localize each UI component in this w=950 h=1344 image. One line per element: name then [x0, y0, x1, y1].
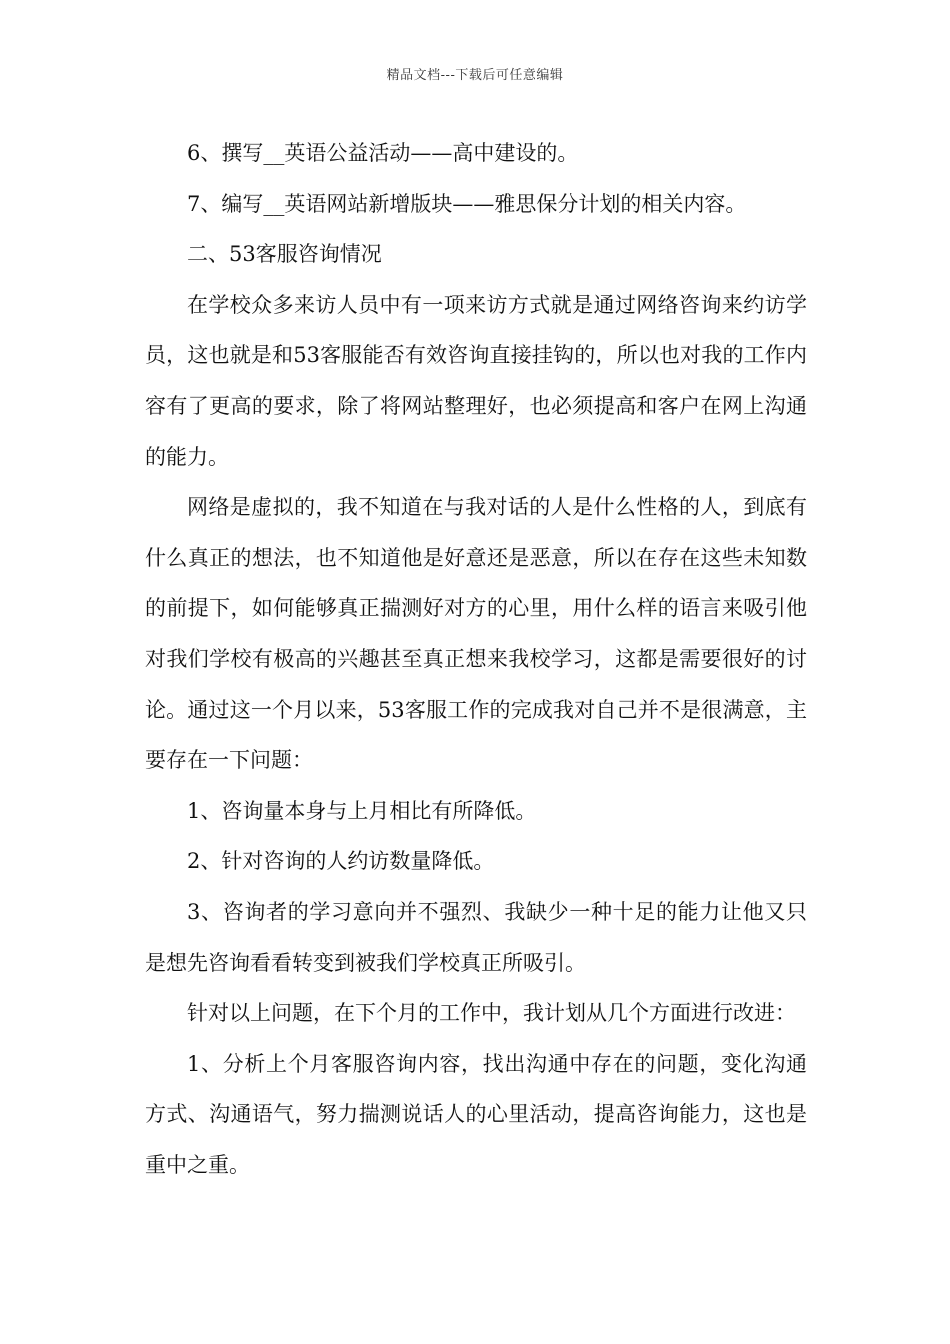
problem-item-1: 1、咨询量本身与上月相比有所降低。 [187, 798, 537, 823]
section-heading: 二、53客服咨询情况 [187, 242, 382, 267]
document-body [145, 128, 807, 1190]
paragraph: 在学校众多来访人员中有一项来访方式就是通过网络咨询来约访学员，这也就是和53客服能否有效咨询直接挂钩的，所以也对我的工作内容有了更高的要求，除了将网站整理好，也必须提高和客户在网上沟通的能力。 [145, 292, 807, 469]
list-item-6: 6、撰写__英语公益活动——高中建设的。 [187, 141, 579, 165]
paragraph: 网络是虚拟的，我不知道在与我对话的人是什么性格的人，到底有什么真正的想法，也不知道他是好意还是恶意，所以在存在这些未知数的前提下，如何能够真正揣测好对方的心里，用什么样的语言来吸引他对我们学校有极高的兴趣甚至真正想来我校学习，这都是需要很好的讨论。通过这一个月以来，53客服工作的完成我对自己并不是很满意，主要存在一下问题： [145, 495, 807, 773]
problem-item-3: 3、咨询者的学习意向并不强烈、我缺少一种十足的能力让他又只是想先咨询看看转变到被我们学校真正所吸引。 [145, 899, 807, 975]
page-header: 精品文档---下载后可任意编辑 [386, 68, 564, 83]
improvement-item-1: 1、分析上个月客服咨询内容，找出沟通中存在的问题，变化沟通方式、沟通语气，努力揣测说话人的心里活动，提高咨询能力，这也是重中之重。 [145, 1051, 807, 1177]
problem-item-2: 2、针对咨询的人约访数量降低。 [187, 849, 495, 874]
list-item-7: 7、编写__英语网站新增版块——雅思保分计划的相关内容。 [187, 191, 747, 216]
paragraph: 针对以上问题，在下个月的工作中，我计划从几个方面进行改进： [187, 1001, 796, 1026]
